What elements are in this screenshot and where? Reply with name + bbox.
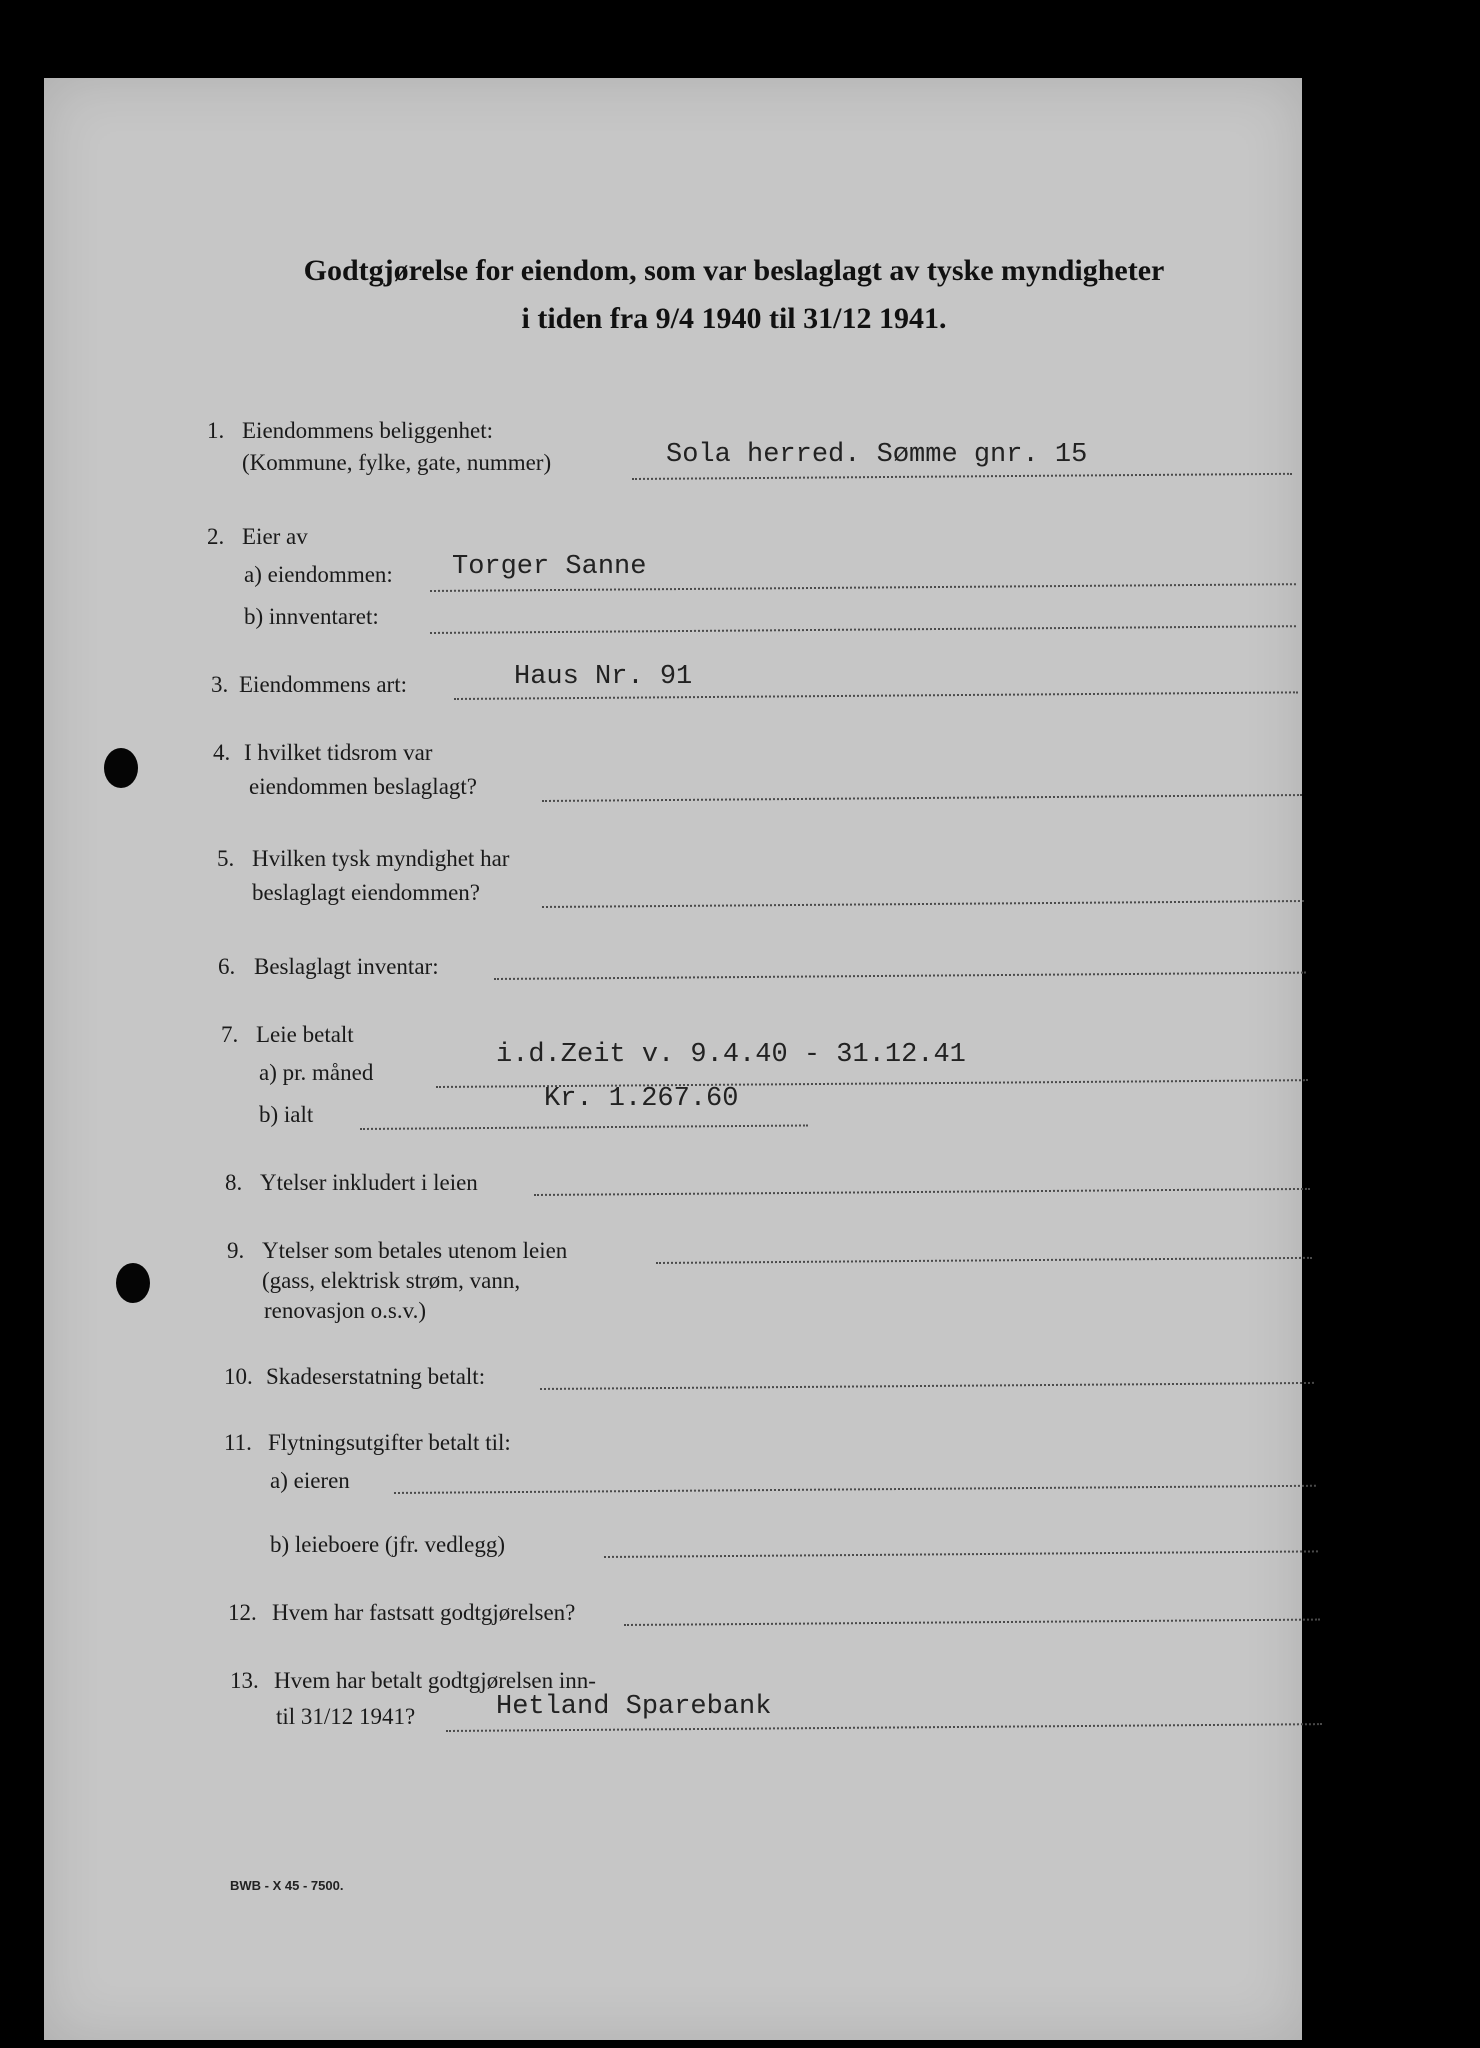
q2a-answer: Torger Sanne [452,552,647,582]
q1-label: Eiendommens beliggenhet: [242,418,494,443]
q5-sublabel: beslaglagt eiendommen? [252,880,481,905]
q3-answer-line [454,691,1298,700]
q11b-answer-line [604,1550,1318,1558]
q11a-label: a) eieren [270,1468,350,1493]
q4-label: I hvilket tidsrom var [244,740,433,765]
q7a-answer: i.d.Zeit v. 9.4.40 - 31.12.41 [496,1040,966,1070]
q1-sublabel: (Kommune, fylke, gate, nummer) [242,450,552,475]
q13-number: 13. [230,1668,259,1693]
q3-number: 3. [211,672,229,697]
q5-answer-line [542,900,1304,908]
q1-answer: Sola herred. Sømme gnr. 15 [666,440,1088,470]
q7-number: 7. [221,1022,239,1047]
q4-sublabel: eiendommen beslaglagt? [249,774,478,799]
q6-answer-line [494,972,1306,980]
q8-label: Ytelser inkludert i leien [260,1170,478,1195]
q13-answer: Hetland Sparebank [496,1692,772,1722]
q11-number: 11. [224,1430,252,1455]
q1-answer-line [632,473,1292,480]
q7b-label: b) ialt [259,1102,314,1127]
q1-number: 1. [207,418,225,443]
q7a-label: a) pr. måned [259,1060,374,1085]
q8-answer-line [534,1188,1310,1196]
q10-answer-line [540,1382,1314,1390]
q4-number: 4. [213,740,231,765]
q7b-answer: Kr. 1.267.60 [544,1084,739,1114]
q9-sublabel-2: renovasjon o.s.v.) [264,1298,427,1323]
q13-label: Hvem har betalt godtgjørelsen inn- [274,1668,596,1693]
q2b-label: b) innventaret: [244,604,379,629]
q12-label: Hvem har fastsatt godtgjørelsen? [272,1600,576,1625]
q12-answer-line [624,1619,1320,1626]
q2b-answer-line [430,625,1296,634]
q5-label: Hvilken tysk myndighet har [252,846,510,871]
q2a-answer-line [430,583,1296,592]
q7b-answer-line [360,1124,808,1130]
q12-number: 12. [228,1600,257,1625]
q11b-label: b) leieboere (jfr. vedlegg) [270,1532,505,1557]
q3-answer: Haus Nr. 91 [514,662,693,692]
q11-label: Flytningsutgifter betalt til: [268,1430,511,1455]
q6-label: Beslaglagt inventar: [254,954,439,979]
q2a-label: a) eiendommen: [244,562,393,587]
punch-hole-upper [104,748,138,788]
q9-sublabel-1: (gass, elektrisk strøm, vann, [262,1268,521,1293]
q2-number: 2. [207,524,225,549]
q10-number: 10. [224,1364,253,1389]
form-sheet [44,78,1302,2040]
q5-number: 5. [217,846,235,871]
form-title-line1: Godtgjørelse for eiendom, som var beslaglagt av tyske myndigheter [303,254,1165,287]
q2-label: Eier av [242,524,308,549]
q9-answer-line [656,1257,1312,1264]
q4-answer-line [542,794,1302,802]
form-title-line2: i tiden fra 9/4 1940 til 31/12 1941. [521,302,947,335]
q9-label: Ytelser som betales utenom leien [262,1238,568,1263]
q11a-answer-line [394,1485,1316,1494]
q13-sublabel: til 31/12 1941? [276,1704,416,1729]
q8-number: 8. [225,1170,243,1195]
q10-label: Skadeserstatning betalt: [266,1364,486,1389]
q9-number: 9. [227,1238,245,1263]
q13-answer-line [446,1723,1322,1732]
q3-label: Eiendommens art: [239,672,407,697]
printer-code: BWB - X 45 - 7500. [230,1878,344,1893]
q7-label: Leie betalt [256,1022,354,1047]
q6-number: 6. [218,954,236,979]
punch-hole-lower [116,1263,150,1303]
